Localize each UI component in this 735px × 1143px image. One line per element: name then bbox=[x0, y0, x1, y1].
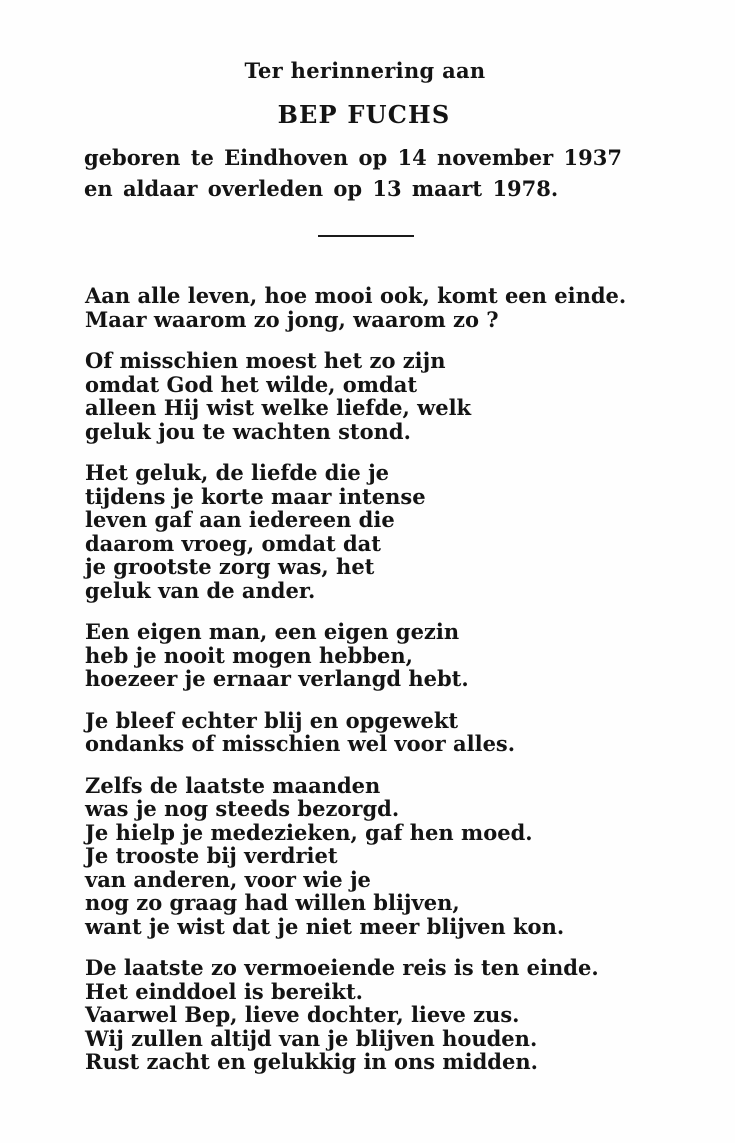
poem-line: want je wist dat je niet meer blijven kon. bbox=[85, 913, 565, 939]
poem-line: heb je nooit mogen hebben, bbox=[85, 642, 413, 668]
poem-stanza bbox=[85, 709, 705, 756]
poem-line: daarom vroeg, omdat dat bbox=[85, 530, 381, 556]
poem-line: Rust zacht en gelukkig in ons midden. bbox=[85, 1049, 538, 1074]
poem-line: je grootste zorg was, het bbox=[85, 554, 375, 579]
divider-rule bbox=[318, 235, 414, 237]
poem-line: omdat God het wilde, omdat bbox=[85, 371, 418, 397]
poem-stanza bbox=[85, 774, 705, 939]
poem-line: geluk van de ander. bbox=[85, 577, 316, 603]
poem-line: ondanks of misschien wel voor alles. bbox=[85, 731, 516, 756]
poem-line: Maar waarom zo jong, waarom zo ? bbox=[85, 306, 499, 332]
poem-stanza bbox=[85, 461, 705, 602]
poem-stanza bbox=[85, 284, 705, 331]
poem-stanza bbox=[85, 349, 705, 443]
poem-line: alleen Hij wist welke liefde, welk bbox=[85, 395, 472, 420]
poem-line: Het geluk, de liefde die je bbox=[85, 460, 390, 485]
poem-line: Het einddoel is bereikt. bbox=[85, 978, 363, 1004]
birth-line: geboren te Eindhoven op 14 november 1937 bbox=[84, 145, 622, 170]
card-heading: Ter herinnering aan bbox=[244, 58, 486, 83]
poem-line: Vaarwel Bep, lieve dochter, lieve zus. bbox=[85, 1002, 520, 1027]
poem-line: geluk jou te wachten stond. bbox=[85, 418, 411, 444]
death-line: en aldaar overleden op 13 maart 1978. bbox=[84, 176, 559, 201]
poem-line: Of misschien moest het zo zijn bbox=[85, 348, 446, 373]
poem-line: Zelfs de laatste maanden bbox=[85, 772, 381, 798]
poem bbox=[85, 284, 705, 1092]
poem-line: nog zo graag had willen blijven, bbox=[85, 890, 460, 915]
poem-line: Een eigen man, een eigen gezin bbox=[85, 619, 460, 644]
poem-line: leven gaf aan iedereen die bbox=[85, 507, 395, 532]
poem-line: Wij zullen altijd van je blijven houden. bbox=[85, 1025, 538, 1051]
poem-line: Je hielp je medezieken, gaf hen moed. bbox=[85, 819, 533, 845]
poem-line: De laatste zo vermoeiende reis is ten einde. bbox=[85, 955, 599, 980]
poem-line: Je trooste bij verdriet bbox=[85, 843, 338, 868]
poem-line: van anderen, voor wie je bbox=[85, 866, 371, 892]
deceased-name: BEP FUCHS bbox=[277, 100, 451, 129]
poem-line: Aan alle leven, hoe mooi ook, komt een einde. bbox=[85, 283, 627, 308]
poem-line: tijdens je korte maar intense bbox=[85, 483, 426, 509]
poem-line: Je bleef echter blij en opgewekt bbox=[85, 707, 459, 733]
poem-stanza bbox=[85, 956, 705, 1074]
poem-line: hoezeer je ernaar verlangd hebt. bbox=[85, 666, 469, 691]
poem-stanza bbox=[85, 620, 705, 691]
poem-line: was je nog steeds bezorgd. bbox=[85, 796, 400, 821]
